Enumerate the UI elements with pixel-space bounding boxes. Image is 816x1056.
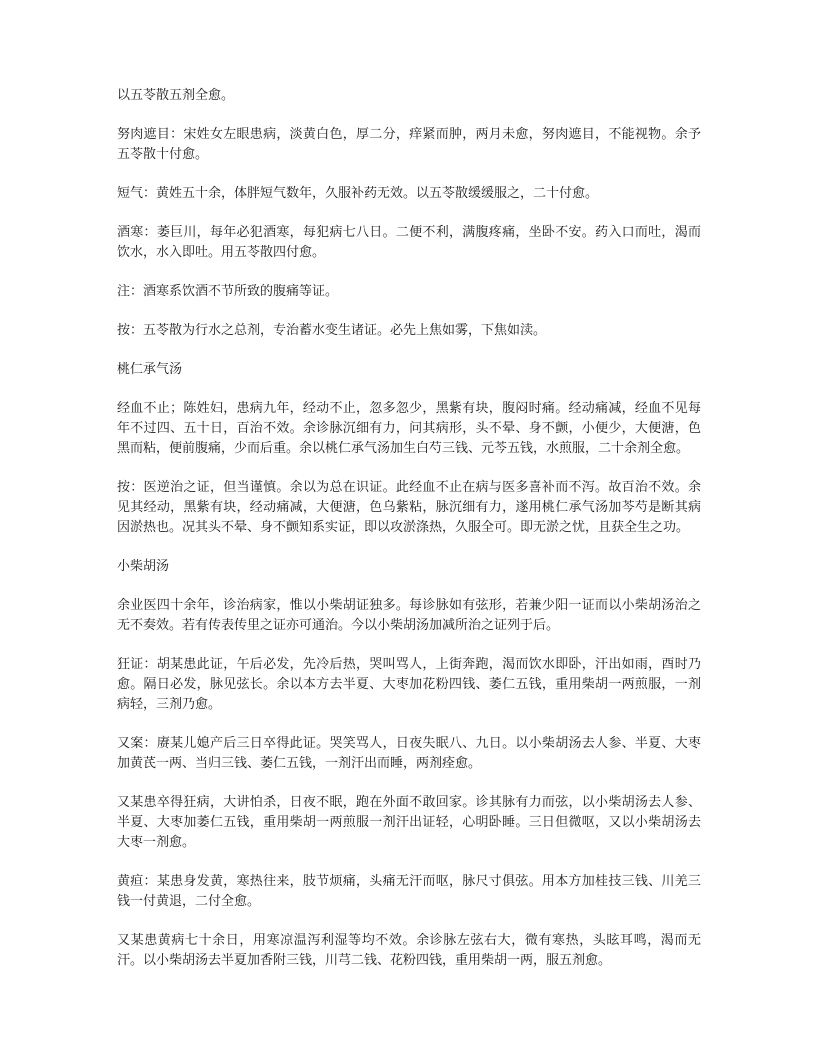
paragraph: 余业医四十余年，诊治病家，惟以小柴胡证独多。每诊脉如有弦形，若兼少阳一证而以小柴胡汤治之无不奏效。若有传表传里之证亦可通治。今以小柴胡汤加减所治之证列于后。 xyxy=(117,598,701,633)
paragraph: 按：医逆治之证，但当谨慎。余以为总在识证。此经血不止在病与医多喜补而不泻。故百治不效。余见其经动，黑紫有块，经动痛减，大便溏，色乌紫粘，脉沉细有力，遂用桃仁承气汤加芩芍是断其病因淤热也。况其头不晕、身不颤知系实证，即以攻淤涤热，久服全可。即无淤之忧，且获全生之功。 xyxy=(117,480,701,535)
document-page xyxy=(117,86,701,990)
paragraph: 酒寒：萎巨川，每年必犯酒寒，每犯病七八日。二便不利，满腹疼痛，坐卧不安。药入口而吐，渴而饮水，水入即吐。用五苓散四付愈。 xyxy=(117,225,701,260)
paragraph: 又某患黄病七十余日，用寒凉温泻利湿等均不效。余诊脉左弦右大，微有寒热，头眩耳鸣，渴而无汗。以小柴胡汤去半夏加香附三钱，川芎二钱、花粉四钱，重用柴胡一两，服五剂愈。 xyxy=(117,933,701,968)
paragraph: 短气：黄姓五十余，体胖短气数年，久服补药无效。以五苓散缓缓服之，二十付愈。 xyxy=(117,186,599,201)
paragraph: 经血不止；陈姓妇，患病九年，经动不止，忽多忽少，黑紫有块，腹闷时痛。经动痛减，经血不见每年不过四、五十日，百治不效。余诊脉沉细有力，问其病形，头不晕、身不颤，小便少，大便溏，色黑而粘，便前腹痛，少而后重。余以桃仁承气汤加生白芍三钱、元芩五钱，水煎服，二十余剂全愈。 xyxy=(117,401,701,456)
paragraph: 注：酒寒系饮酒不节所致的腹痛等证。 xyxy=(117,284,339,299)
paragraph: 又案：赓某儿媳产后三日卒得此证。哭笑骂人，日夜失眠八、九日。以小柴胡汤去人参、半夏、大枣加黄芪一两、当归三钱、萎仁五钱，一剂汗出而睡，两剂痊愈。 xyxy=(117,736,701,771)
paragraph: 努肉遮目：宋姓女左眼患病，淡黄白色，厚二分，痒紧而肿，两月未愈，努肉遮目，不能视物。余予五苓散十付愈。 xyxy=(117,127,701,162)
paragraph: 黄疸：某患身发黄，寒热往来，肢节烦痛，头痛无汗而呕，脉尺寸俱弦。用本方加桂技三钱、川羌三钱一付黄退，二付全愈。 xyxy=(117,874,701,909)
paragraph: 以五苓散五剂全愈。 xyxy=(117,88,235,103)
paragraph: 按：五苓散为行水之总剂，专治蓄水变生诸证。必先上焦如雾，下焦如渎。 xyxy=(117,323,547,338)
section-heading: 小柴胡汤 xyxy=(117,559,170,574)
paragraph: 狂证：胡某患此证，午后必发，先冷后热，哭叫骂人，上街奔跑，渴而饮水即卧，汗出如雨，酉时乃愈。隔日必发，脉见弦长。余以本方去半夏、大枣加花粉四钱、萎仁五钱，重用柴胡一两煎服，一剂病轻，三剂乃愈。 xyxy=(117,657,701,712)
paragraph: 又某患卒得狂病，大讲怕杀，日夜不眠，跑在外面不敢回家。诊其脉有力而弦，以小柴胡汤去人参、半夏、大枣加萎仁五钱，重用柴胡一两煎服一剂汗出证轻，心明卧睡。三日但微呕，又以小柴胡汤去大枣一剂愈。 xyxy=(117,795,701,850)
section-heading: 桃仁承气汤 xyxy=(117,362,183,377)
